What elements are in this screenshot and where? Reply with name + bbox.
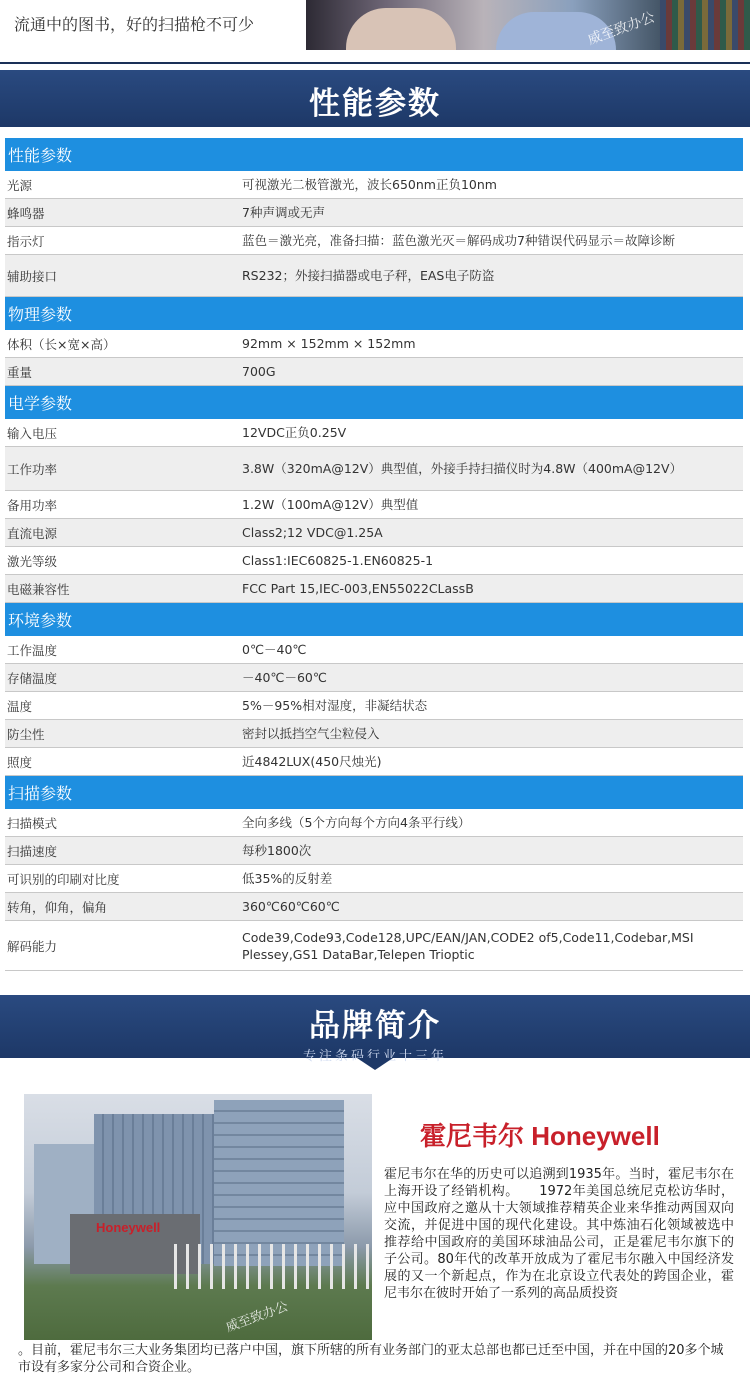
spec-row [5, 748, 743, 776]
spec-table [5, 138, 743, 971]
spec-key: 指示灯 [7, 233, 45, 249]
spec-group-header: 扫描参数 [5, 776, 743, 809]
perf-heading-bar [0, 70, 750, 127]
spec-key: 转角，仰角，偏角 [7, 899, 108, 915]
spec-key: 辅助接口 [7, 268, 58, 284]
spec-row [5, 491, 743, 519]
spec-key: 工作温度 [7, 642, 58, 658]
top-divider [0, 62, 750, 64]
photo-fence [174, 1244, 372, 1289]
spec-key: 电磁兼容性 [7, 581, 70, 597]
spec-key: 扫描速度 [7, 843, 58, 859]
brand-building-photo [24, 1094, 372, 1340]
spec-row [5, 330, 743, 358]
spec-value: Class1:IEC60825-1.EN60825-1 [242, 553, 434, 568]
spec-value: －40℃－60℃ [242, 670, 327, 685]
spec-row [5, 575, 743, 603]
photo-watermark: 威至致办公 [224, 1299, 291, 1336]
spec-value: 可视激光二极管激光，波长650nm正负10nm [242, 177, 497, 192]
spec-value: 700G [242, 364, 276, 379]
spec-row [5, 255, 743, 297]
brand-paragraph-1: 霍尼韦尔在华的历史可以追溯到1935年。当时，霍尼韦尔在上海开设了经销机构。 1972年美国总统尼克松访华时，应中国政府之邀从十大领域推荐精英企业来华推动两国双向交流，并促进中国的现代化建设。其中炼油石化领域被选中推荐给中国政府的美国环球油品公司，正是霍尼韦尔旗下的子公司。80年代的改革开放成为了霍尼韦尔融入中国经济发展的又一个新起点，作为在北京设立代表处的跨国企业，霍尼韦尔在彼时开始了一系列的高品质投资 [384, 1167, 734, 1301]
spec-key: 扫描模式 [7, 815, 58, 831]
spec-value: FCC Part 15,IEC-003,EN55022CLassB [242, 581, 474, 596]
brand-heading-bar [0, 995, 750, 1064]
brand-heading-title: 品牌简介 [309, 1008, 441, 1044]
spec-row [5, 865, 743, 893]
spec-key: 输入电压 [7, 425, 58, 441]
spec-row [5, 171, 743, 199]
spec-value: 密封以抵挡空气尘粒侵入 [242, 726, 380, 741]
spec-value: 7种声调或无声 [242, 205, 325, 220]
photo-sign-text: Honeywell [96, 1220, 161, 1235]
spec-row [5, 447, 743, 491]
spec-value: 5%－95%相对湿度，非凝结状态 [242, 698, 428, 713]
photo-building-tower [214, 1100, 344, 1266]
spec-value: 1.2W（100mA@12V）典型值 [242, 497, 419, 512]
brand-heading-notch [357, 1058, 393, 1070]
spec-row [5, 921, 743, 971]
spec-key: 照度 [7, 754, 33, 770]
spec-group-header: 物理参数 [5, 297, 743, 330]
banner-photo-person-1 [346, 8, 456, 50]
spec-value: 蓝色＝激光亮，准备扫描：蓝色激光灭＝解码成功7种错误代码显示＝故障诊断 [242, 233, 675, 248]
spec-key: 解码能力 [7, 938, 58, 954]
spec-value: 每秒1800次 [242, 843, 312, 858]
spec-value: 92mm × 152mm × 152mm [242, 336, 416, 351]
spec-row [5, 547, 743, 575]
spec-value: 近4842LUX(450尺烛光) [242, 754, 382, 769]
banner-photo-bookshelf [660, 0, 750, 50]
spec-key: 蜂鸣器 [7, 205, 45, 221]
spec-value: RS232；外接扫描器或电子秤，EAS电子防盗 [242, 268, 495, 283]
brand-paragraph-2: 。目前，霍尼韦尔三大业务集团均已落户中国，旗下所辖的所有业务部门的亚太总部也都已迁至中国，并在中国的20多个城市设有多家分公司和合资企业。 [18, 1343, 724, 1375]
banner-caption: 流通中的图书，好的扫描枪不可少 [14, 15, 255, 34]
spec-value: 12VDC正负0.25V [242, 425, 347, 440]
spec-row [5, 664, 743, 692]
perf-heading-title: 性能参数 [309, 86, 441, 122]
spec-row [5, 809, 743, 837]
spec-key: 防尘性 [7, 726, 45, 742]
spec-row [5, 720, 743, 748]
spec-key: 工作功率 [7, 461, 58, 477]
spec-row [5, 227, 743, 255]
spec-value: 全向多线（5个方向每个方向4条平行线） [242, 815, 471, 830]
banner-photo [306, 0, 750, 50]
spec-key: 重量 [7, 364, 33, 380]
spec-key: 备用功率 [7, 497, 58, 513]
spec-key: 光源 [7, 177, 33, 193]
honeywell-logo: 霍尼韦尔 Honeywell [420, 1121, 660, 1151]
spec-value: 低35%的反射差 [242, 871, 333, 886]
spec-row [5, 837, 743, 865]
spec-key: 激光等级 [7, 553, 58, 569]
spec-row [5, 692, 743, 720]
spec-value: 360℃60℃60℃ [242, 899, 340, 914]
spec-group-header: 电学参数 [5, 386, 743, 419]
spec-row [5, 358, 743, 386]
spec-row [5, 419, 743, 447]
spec-key: 存储温度 [7, 670, 58, 686]
spec-row [5, 636, 743, 664]
banner-watermark: 威至致办公 [585, 9, 657, 49]
spec-value: Class2;12 VDC@1.25A [242, 525, 383, 540]
spec-row [5, 893, 743, 921]
top-banner [0, 0, 750, 62]
spec-group-header: 性能参数 [5, 138, 743, 171]
spec-row [5, 199, 743, 227]
spec-key: 直流电源 [7, 525, 58, 541]
spec-key: 体积（长×宽×高） [7, 336, 116, 352]
spec-row [5, 519, 743, 547]
spec-value: Code39,Code93,Code128,UPC/EAN/JAN,CODE2 of5,Code11,Codebar,MSI Plessey,GS1 DataBar,Telepen Trioptic [242, 929, 694, 962]
spec-key: 温度 [7, 698, 33, 714]
spec-value: 0℃－40℃ [242, 642, 307, 657]
spec-group-header: 环境参数 [5, 603, 743, 636]
brand-heading-subtitle: 专注条码行业十三年 [302, 1049, 447, 1064]
spec-key: 可识别的印刷对比度 [7, 871, 120, 887]
spec-value: 3.8W（320mA@12V）典型值，外接手持扫描仪时为4.8W（400mA@12V） [242, 461, 683, 476]
